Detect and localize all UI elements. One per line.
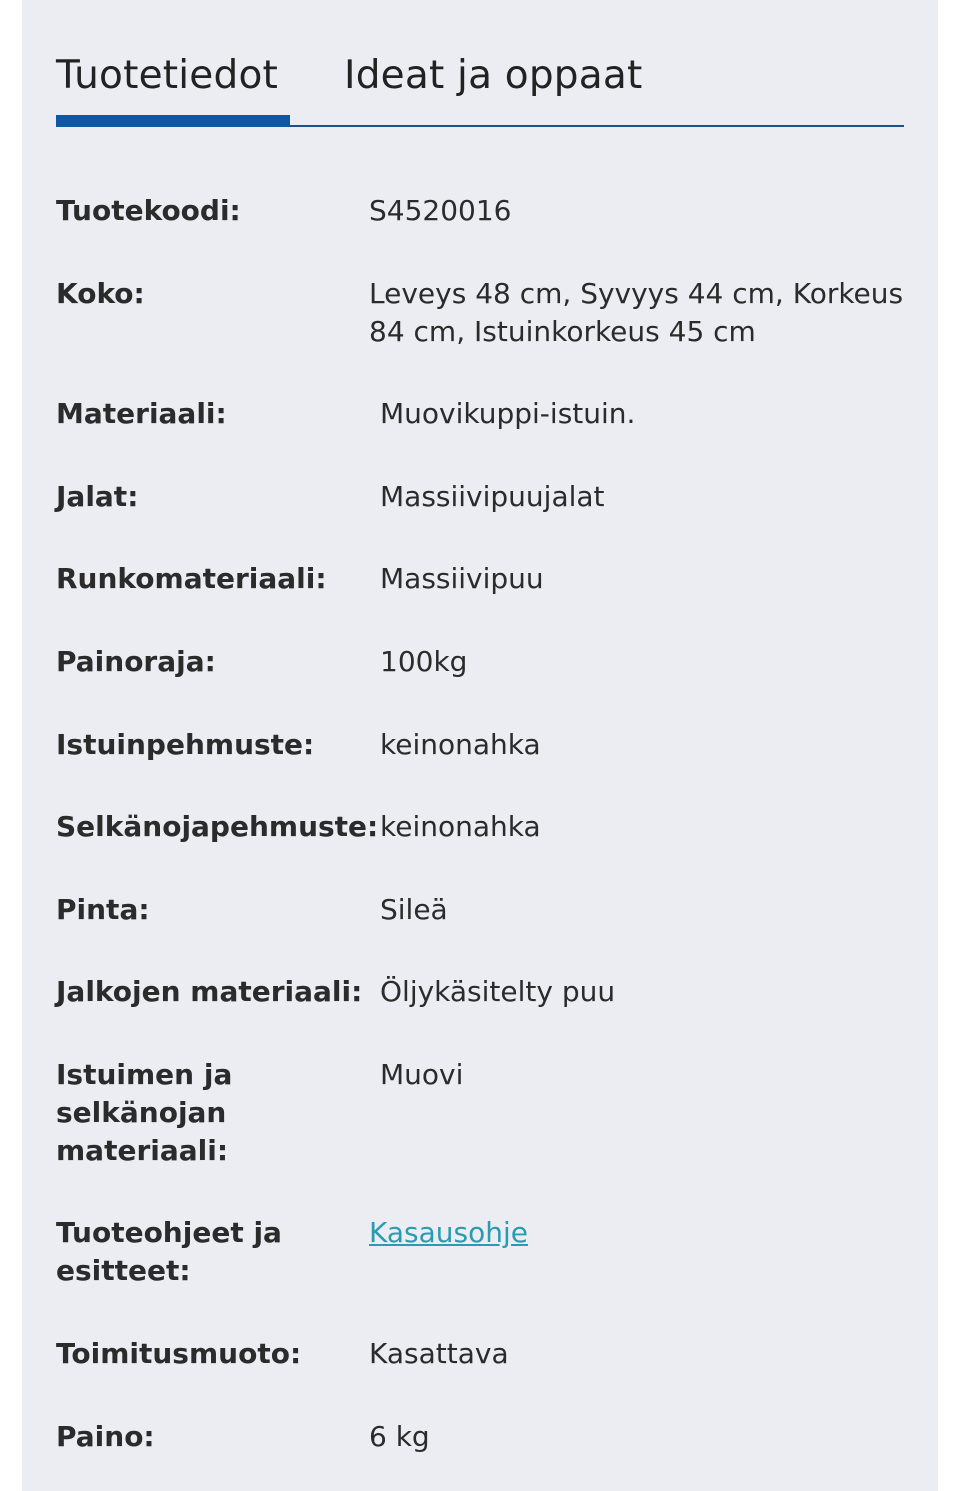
tab-ideat-ja-oppaat[interactable]: Ideat ja oppaat xyxy=(344,53,643,98)
spec-label-line-2: esitteet: xyxy=(56,1254,191,1287)
spec-label: Jalat: xyxy=(56,480,139,513)
spec-value: Kasattava xyxy=(369,1337,509,1370)
spec-label: Istuinpehmuste: xyxy=(56,728,315,761)
spec-label: Pinta: xyxy=(56,893,150,926)
spec-value: Muovikuppi-istuin. xyxy=(380,397,636,430)
spec-value: keinonahka xyxy=(380,728,541,761)
spec-label: Selkänojapehmuste: xyxy=(56,810,379,843)
spec-value: Massiivipuu xyxy=(380,562,544,595)
spec-value: Sileä xyxy=(380,893,448,926)
spec-value: keinonahka xyxy=(380,810,541,843)
spec-label: Jalkojen materiaali: xyxy=(56,975,363,1008)
active-tab-indicator xyxy=(56,115,290,127)
tab-bar xyxy=(56,52,904,127)
spec-label: Tuotekoodi: xyxy=(56,194,241,227)
spec-label: Painoraja: xyxy=(56,645,216,678)
spec-value: 6 kg xyxy=(369,1420,430,1453)
spec-label: Toimitusmuoto: xyxy=(56,1337,302,1370)
spec-label: Runkomateriaali: xyxy=(56,562,327,595)
spec-value: Muovi xyxy=(380,1058,464,1091)
spec-value-line-2: 84 cm, Istuinkorkeus 45 cm xyxy=(369,315,756,348)
spec-value-line-1: Leveys 48 cm, Syvyys 44 cm, Korkeus xyxy=(369,277,904,310)
spec-label: Materiaali: xyxy=(56,397,227,430)
spec-label-line-3: materiaali: xyxy=(56,1134,229,1167)
spec-label-line-1: Istuimen ja xyxy=(56,1058,233,1091)
spec-label: Koko: xyxy=(56,277,145,310)
assembly-instructions-link[interactable]: Kasausohje xyxy=(369,1216,528,1249)
spec-label: Paino: xyxy=(56,1420,155,1453)
spec-value: S4520016 xyxy=(369,194,512,227)
product-info-panel xyxy=(22,0,938,1491)
tab-tuotetiedot[interactable]: Tuotetiedot xyxy=(56,53,278,98)
spec-value: 100kg xyxy=(380,645,468,678)
spec-value: Massiivipuujalat xyxy=(380,480,605,513)
spec-label-line-1: Tuoteohjeet ja xyxy=(56,1216,282,1249)
spec-value: Öljykäsitelty puu xyxy=(380,975,616,1008)
spec-label-line-2: selkänojan xyxy=(56,1096,227,1129)
